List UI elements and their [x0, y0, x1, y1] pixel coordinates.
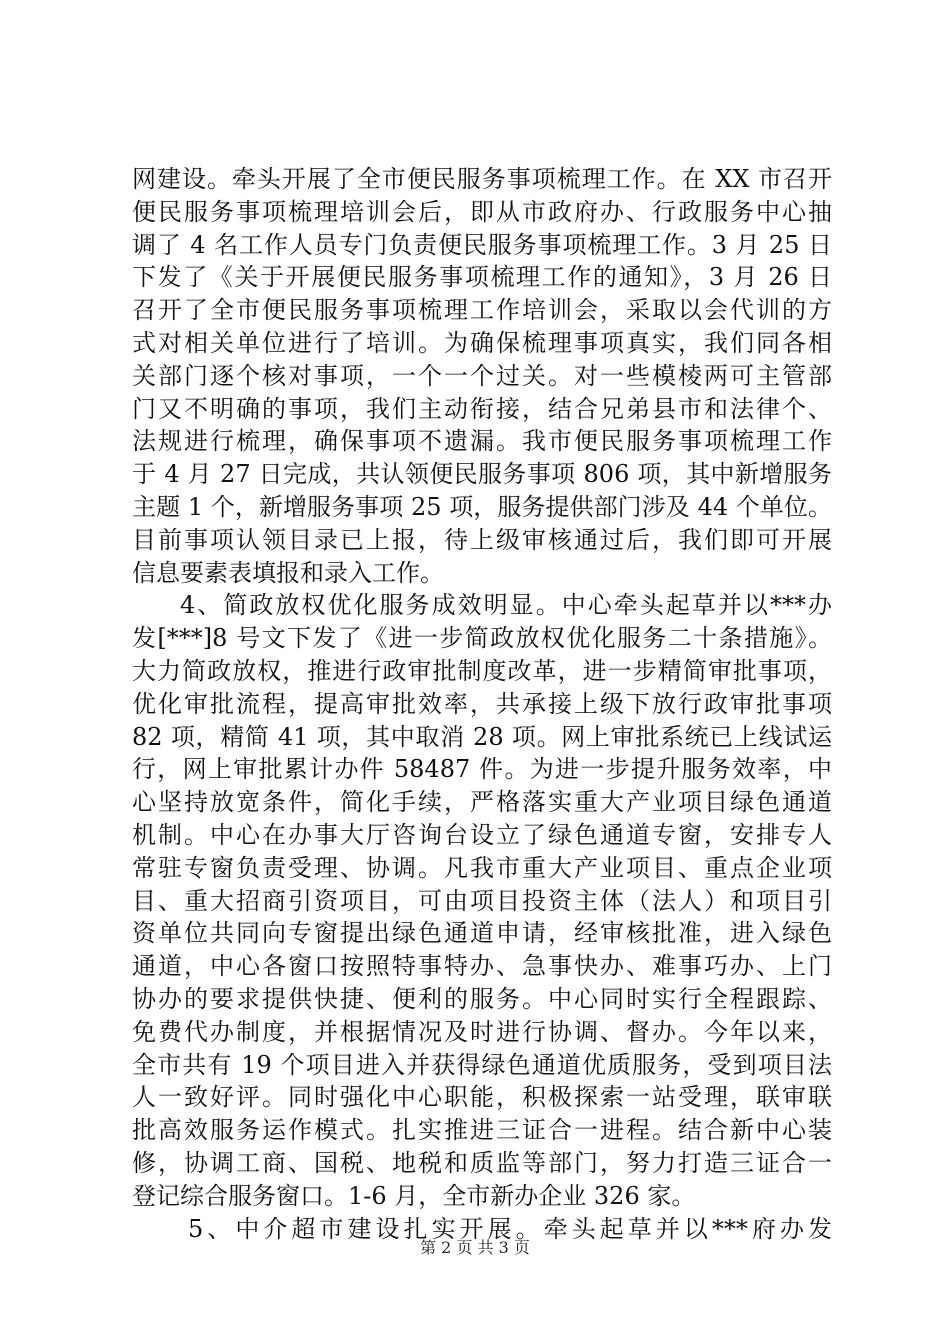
paragraph-4-start: 4、简政放权优化服务成效明显。中心牵头起草并以***办 — [180, 591, 832, 620]
text-line: 登记综合服务窗口。1-6 月，全市新办企业 326 家。 — [132, 1181, 696, 1210]
text-line: 下发了《关于开展便民服务事项梳理工作的通知》，3 月 26 日 — [132, 263, 832, 292]
text-line: 82 项，精简 41 项，其中取消 28 项。网上审批系统已上线试运 — [132, 722, 832, 751]
text-line: 修，协调工商、国税、地税和质监等部门，努力打造三证合一 — [132, 1148, 832, 1177]
document-body — [132, 163, 832, 1245]
text-line: 关部门逐个核对事项，一个一个过关。对一些模棱两可主管部 — [132, 361, 832, 390]
text-line: 通道，中心各窗口按照特事特办、急事快办、难事巧办、上门 — [132, 952, 832, 981]
text-line: 人一致好评。同时强化中心职能，积极探索一站受理，联审联 — [132, 1083, 832, 1112]
text-line: 网建设。牵头开展了全市便民服务事项梳理工作。在 XX 市召开 — [132, 165, 832, 193]
text-line: 行，网上审批累计办件 58487 件。为进一步提升服务效率，中 — [132, 755, 832, 784]
text-line: 机制。中心在办事大厅咨询台设立了绿色通道专窗，安排专人 — [132, 820, 832, 849]
text-line: 优化审批流程，提高审批效率，共承接上级下放行政审批事项 — [132, 689, 832, 718]
text-line: 便民服务事项梳理培训会后，即从市政府办、行政服务中心抽 — [132, 197, 832, 226]
text-line: 全市共有 19 个项目进入并获得绿色通道优质服务，受到项目法 — [132, 1050, 832, 1079]
text-line: 发[***]8 号文下发了《进一步简政放权优化服务二十条措施》。 — [132, 624, 832, 653]
text-line: 法规进行梳理，确保事项不遗漏。我市便民服务事项梳理工作 — [132, 427, 832, 456]
page-footer — [0, 1237, 950, 1259]
text-line: 门又不明确的事项，我们主动衔接，结合兄弟县市和法律个、 — [132, 394, 832, 423]
text-line: 常驻专窗负责受理、协调。凡我市重大产业项目、重点企业项 — [132, 853, 832, 882]
text-line: 心坚持放宽条件，简化手续，严格落实重大产业项目绿色通道 — [132, 788, 832, 817]
text-line: 主题 1 个，新增服务事项 25 项，服务提供部门涉及 44 个单位。 — [132, 492, 832, 521]
text-line: 协办的要求提供快捷、便利的服务。中心同时实行全程跟踪、 — [132, 984, 832, 1013]
text-line: 免费代办制度，并根据情况及时进行协调、督办。今年以来， — [132, 1017, 832, 1046]
page-number: 第 2 页 共 3 页 — [420, 1238, 530, 1257]
text-line: 式对相关单位进行了培训。为确保梳理事项真实，我们同各相 — [132, 328, 832, 357]
text-line: 于 4 月 27 日完成，共认领便民服务事项 806 项，其中新增服务 — [132, 460, 832, 489]
paragraph-5-start: 5、中介超市建设扎实开展。牵头起草并以***府办发 — [188, 1214, 832, 1243]
text-line: 信息要素表填报和录入工作。 — [132, 558, 444, 587]
text-line: 大力简政放权，推进行政审批制度改革，进一步精简审批事项， — [132, 656, 832, 685]
text-line: 批高效服务运作模式。扎实推进三证合一进程。结合新中心装 — [132, 1116, 832, 1145]
text-line: 目、重大招商引资项目，可由项目投资主体（法人）和项目引 — [132, 886, 832, 915]
text-line: 调了 4 名工作人员专门负责便民服务事项梳理工作。3 月 25 日 — [132, 230, 832, 259]
text-line: 召开了全市便民服务事项梳理工作培训会，采取以会代训的方 — [132, 296, 832, 325]
text-line: 目前事项认领目录已上报，待上级审核通过后，我们即可开展 — [132, 525, 832, 554]
text-line: 资单位共同向专窗提出绿色通道申请，经审核批准，进入绿色 — [132, 919, 832, 948]
